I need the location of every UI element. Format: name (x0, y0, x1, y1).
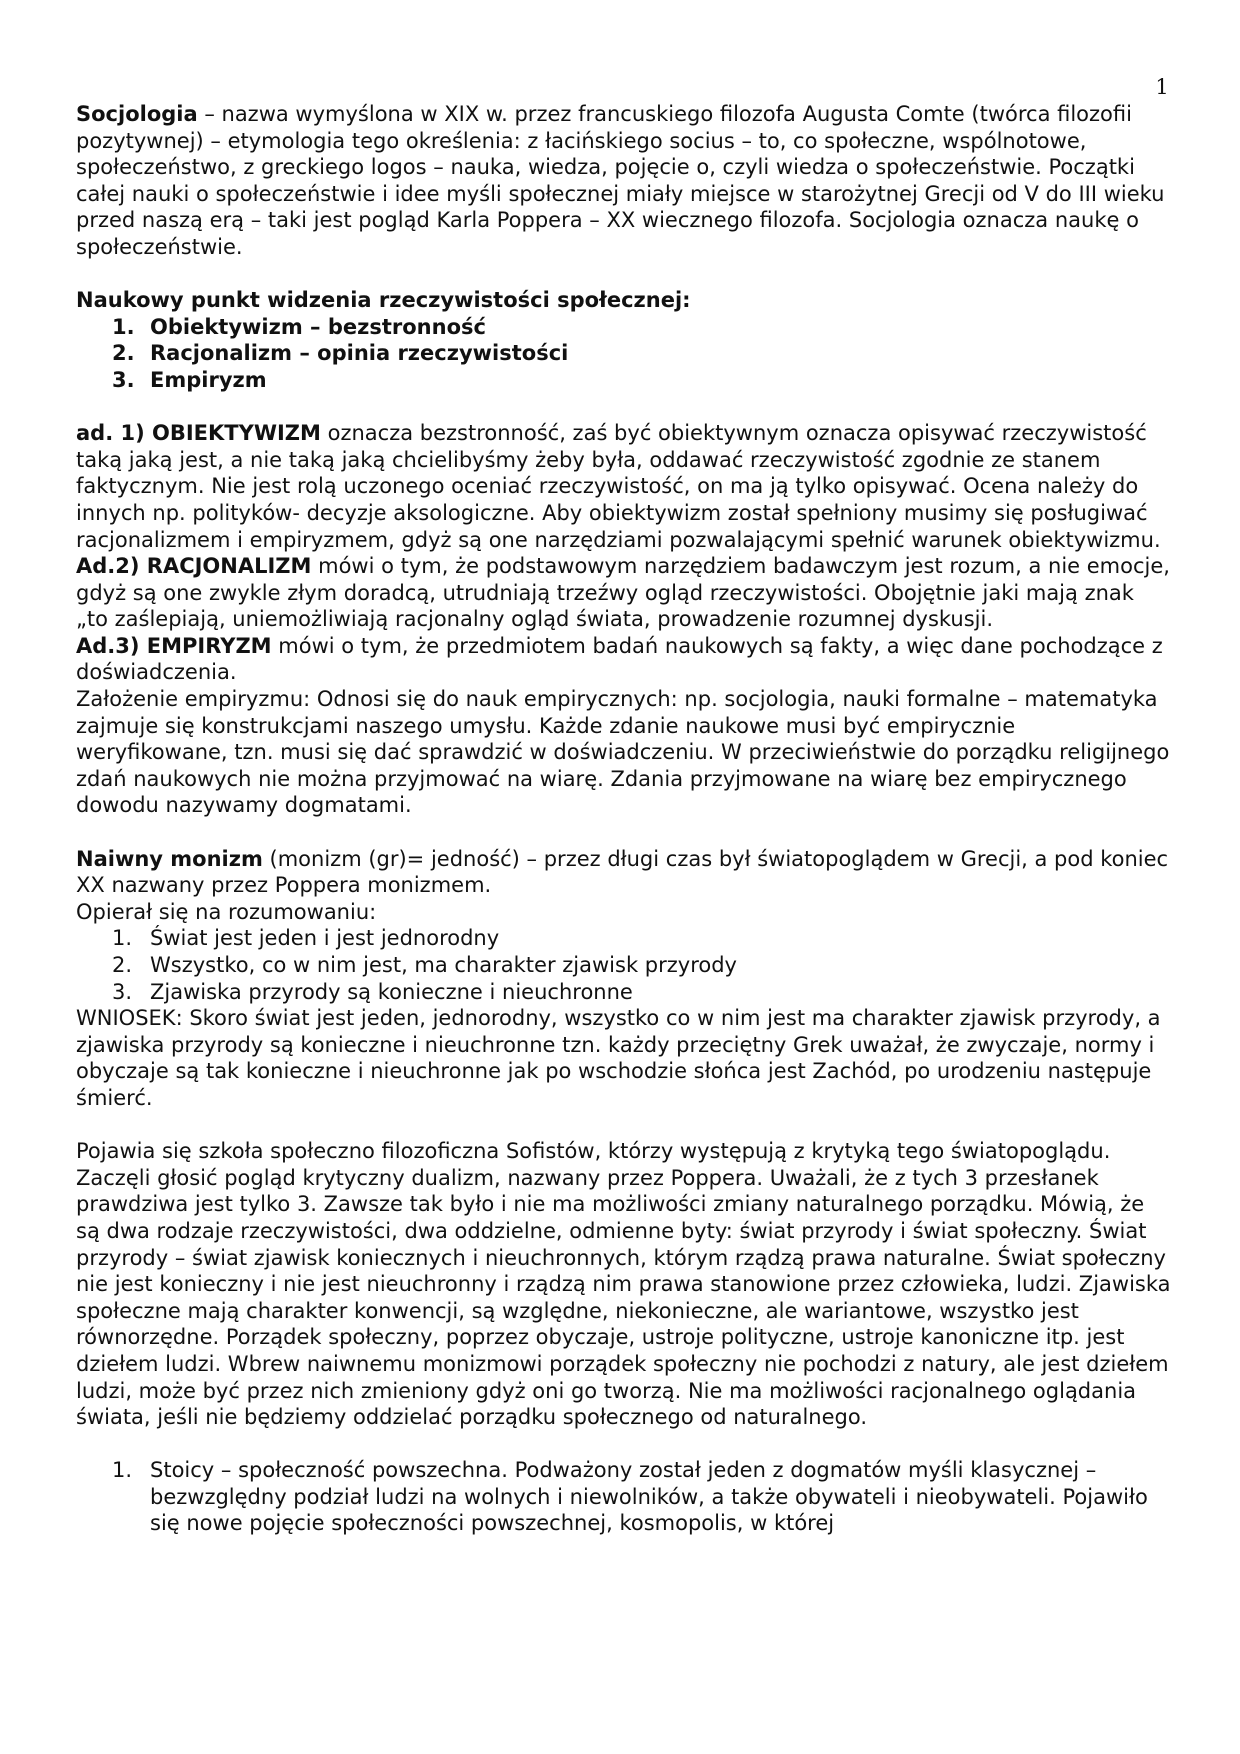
list-item: 2. Wszystko, co w nim jest, ma charakter zjawisk przyrody (112, 953, 737, 977)
list-item: 2. Racjonalizm – opinia rzeczywistości (112, 341, 569, 366)
monism-term: Naiwny monizm (76, 846, 263, 871)
ad2-label: Ad.2) RACJONALIZM (76, 554, 312, 579)
list-item: 3. Zjawiska przyrody są konieczne i nieuchronne (112, 979, 633, 1004)
ad2-paragraph: Ad.2) RACJONALIZM mówi o tym, że podstawowym narzędziem badawczym jest rozum, a nie emocje, gdyż są one zwykle złym doradcą, utrudniają trzeźwy ogląd rzeczywistości. Obojętnie jaki mają znak „to zaślepiają, uniemożliwiają racjonalny ogląd świata, prowadzenie rozumnej dyskusji. (76, 554, 1170, 632)
list-item: 1. Obiektywizm – bezstronność (112, 314, 486, 339)
monism-list (76, 925, 1172, 1005)
ad1-label: ad. 1) OBIEKTYWIZM (76, 421, 321, 446)
document-body (76, 101, 1172, 1537)
list-item: 3. Empiryzm (112, 367, 267, 392)
sophists-paragraph: Pojawia się szkoła społeczno filozoficzna Sofistów, którzy występują z krytyką tego światopoglądu. Zaczęli głosić pogląd krytyczny dualizm, nazwany przez Poppera. Uważali, że z tych 3 przesłanek prawdziwa jest tylko 3. Zawsze tak było i nie ma możliwości zmiany naturalnego porządku. Mówią, że są dwa rodzaje rzeczywistości, dwa oddzielne, odmienne byty: świat przyrody i świat społeczny. Świat przyrody – świat zjawisk koniecznych i nieuchronnych, którym rządzą prawa naturalne. Świat społeczny nie jest konieczny i nie jest nieuchronny i rządzą nim prawa stanowione przez człowieka, ludzi. Zjawiska społeczne mają charakter konwencji, są względne, niekonieczne, ale wariantowe, wszystko jest równorzędne. Porządek społeczny, poprzez obyczaje, ustroje polityczne, ustroje kanoniczne itp. jest dziełem ludzi. Wbrew naiwnemu monizmowi porządek społeczny nie pochodzi z natury, ale jest dziełem ludzi, może być przez nich zmieniony gdyż oni go tworzą. Nie ma możliwości racjonalnego oglądania świata, jeśli nie będziemy oddzielać porządku społecznego od naturalnego. (76, 1139, 1171, 1430)
list-item: 1. Stoicy – społeczność powszechna. Podważony został jeden z dogmatów myśli klasycznej – bezwzględny podział ludzi na wolnych i niewolników, a także obywateli i nieobywateli. Pojawiło się nowe pojęcie społeczności powszechnej, kosmopolis, w której (112, 1458, 1148, 1536)
ad1-paragraph: ad. 1) OBIEKTYWIZM oznacza bezstronność, zaś być obiektywnym oznacza opisywać rzeczywistość taką jaką jest, a nie taką jaką chcielibyśmy żeby była, oddawać rzeczywistość zgodnie ze stanem faktycznym. Nie jest rolą uczonego oceniać rzeczywistość, on ma ją tylko opisywać. Ocena należy do innych np. polityków- decyzje aksologiczne. Aby obiektywizm został spełniony musimy się posługiwać racjonalizmem i empiryzmem, gdyż są one narzędziami pozwalającymi spełnić warunek obiektywizmu. (76, 421, 1161, 552)
list-item: 1. Świat jest jeden i jest jednorodny (112, 926, 500, 951)
page-number: 1 (1155, 75, 1169, 99)
intro-term: Socjologia (76, 102, 198, 126)
ad3-assumption: Założenie empiryzmu: Odnosi się do nauk empirycznych: np. socjologia, nauki formalne – matematyka zajmuje się konstrukcjami naszego umysłu. Każde zdanie naukowe musi być empirycznie weryfikowane, tzn. musi się dać sprawdzić w doświadczeniu. W przeciwieństwie do porządku religijnego zdań naukowych nie można przyjmować na wiarę. Zdania przyjmowane na wiarę bez empirycznego dowodu nazywamy dogmatami. (76, 687, 1170, 818)
scientific-heading: Naukowy punkt widzenia rzeczywistości społecznej: (76, 288, 691, 313)
stoics-list (76, 1457, 1172, 1537)
ad3-paragraph: Ad.3) EMPIRYZM mówi o tym, że przedmiotem badań naukowych są fakty, a więc dane pochodzące z doświadczenia. (76, 633, 1163, 685)
monism-lead: Opierał się na rozumowaniu: (76, 899, 377, 924)
ad3-label: Ad.3) EMPIRYZM (76, 633, 272, 658)
intro-text: – nazwa wymyślona w XIX w. przez francuskiego filozofa Augusta Comte (twórca filozofii pozytywnej) – etymologia tego określenia: z łacińskiego socius – to, co społeczne, wspólnotowe, społeczeństwo, z greckiego logos – nauka, wiedza, pojęcie o, czyli wiedza o społeczeństwie. Początki całej nauki o społeczeństwie i idee myśli społecznej miały miejsce w starożytnej Grecji od V do III wieku przed naszą erą – taki jest pogląd Karla Poppera – XX wiecznego filozofa. Socjologia oznacza naukę o społeczeństwie. (76, 102, 1165, 259)
monism-paragraph: Naiwny monizm (monizm (gr)= jedność) – przez długi czas był światopoglądem w Grecji, a pod koniec XX nazwany przez Poppera monizmem. (76, 846, 1169, 898)
monism-conclusion: WNIOSEK: Skoro świat jest jeden, jednorodny, wszystko co w nim jest ma charakter zjawisk przyrody, a zjawiska przyrody są konieczne i nieuchronne tzn. każdy przeciętny Grek uważał, że zwyczaje, normy i obyczaje są tak konieczne i nieuchronne jak po wschodzie słońca jest Zachód, po urodzeniu następuje śmierć. (76, 1006, 1161, 1110)
scientific-list (76, 314, 1172, 394)
intro-paragraph (76, 101, 1172, 261)
